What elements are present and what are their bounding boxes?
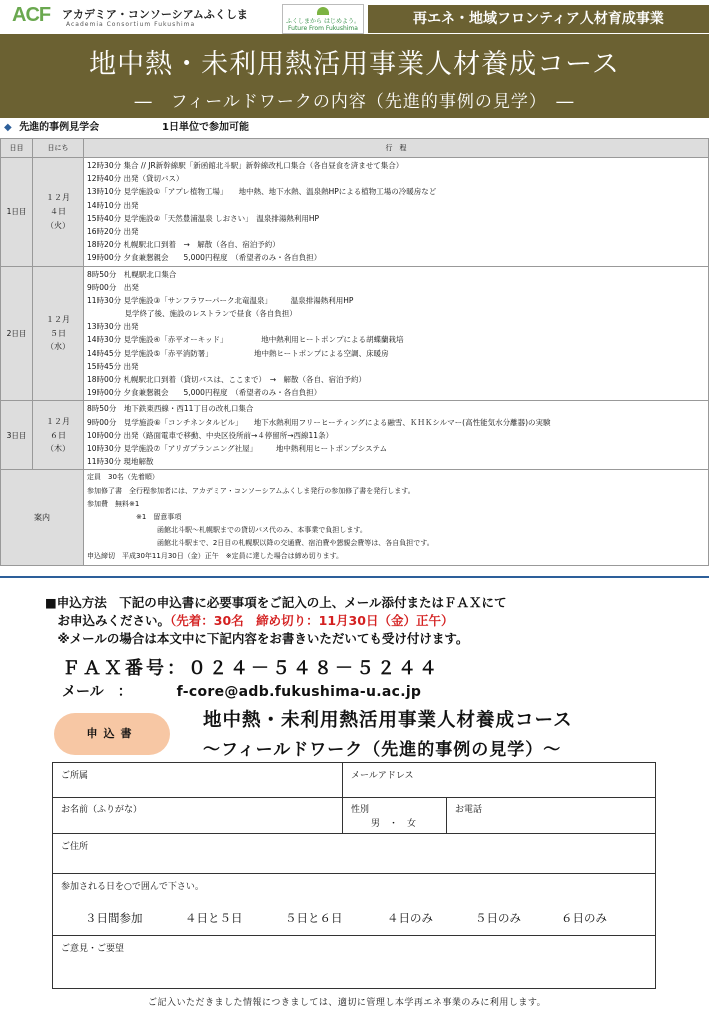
itinerary-line: 8時50分 札幌駅北口集合 <box>87 269 177 279</box>
consortium-name-en: Academia Consortium Fukushima <box>66 21 196 28</box>
itinerary-line: 18時00分 札幌駅北口到着（貸切バスは、ここまで） → 解散（各自、宿泊予約） <box>87 375 367 384</box>
field-label: ご所属 <box>61 771 89 781</box>
table-header-row <box>1 139 709 158</box>
application-badge: 申込書 <box>54 713 170 755</box>
date-month: １２月 <box>46 315 70 325</box>
day-row-1 <box>1 158 709 267</box>
day-option[interactable]: ３日間参加 <box>85 911 143 925</box>
itinerary-line: 13時10分 見学施設①「アプレ植物工場」 地中熱、地下水熱、温泉熱HPによる植物工場の冷暖房など <box>87 187 437 197</box>
itinerary-line: 見学終了後、施設のレストランで昼食（各自負担） <box>87 309 297 319</box>
section-label: 先進的事例見学会 <box>19 122 100 133</box>
logo-row <box>0 0 709 34</box>
mail-label: メール ： <box>62 684 132 700</box>
affiliation-field[interactable] <box>53 763 343 797</box>
method-line: ※メールの場合は本文中に下記内容をお書きいただいても受け付けます。 <box>45 631 469 646</box>
itinerary-line: 10時00分 出発（路面電車で移動、中央区役所前→４停留所→西線11条） <box>87 430 334 440</box>
form-row <box>53 763 655 798</box>
email-field[interactable] <box>343 763 655 797</box>
comments-field[interactable] <box>53 935 655 987</box>
date-month: １２月 <box>46 193 70 203</box>
info-line: ※1 留意事項 <box>87 512 182 521</box>
partner-slogan: ふくしまから はじめよう。 <box>286 18 360 25</box>
footer-note: ご記入いただきました情報につきましては、適切に管理し本学再エネ事業のみに利用します。 <box>148 998 547 1008</box>
phone-field[interactable] <box>447 797 655 833</box>
info-line: 参加修了書 全行程参加者には、アカデミア・コンソーシアムふくしま発行の参加修了書を発行します。 <box>87 486 415 495</box>
field-label: ご意見・ご要望 <box>61 944 125 954</box>
info-cell <box>84 470 709 565</box>
days-field <box>53 873 655 936</box>
leaf-icon <box>317 7 329 15</box>
partner-slogan-en: Future From Fukushima <box>288 25 358 32</box>
day-date <box>33 266 84 401</box>
itinerary-line: 8時50分 地下鉄東西線・西11丁目の改札口集合 <box>87 404 254 414</box>
header-itinerary: 行 程 <box>84 139 709 158</box>
itinerary-line: 15時40分 見学施設②「天然豊浦温泉 しおさい」 温泉排湯熱利用HP <box>87 213 319 223</box>
name-field[interactable] <box>53 797 343 833</box>
day-date <box>33 401 84 470</box>
day-row-3 <box>1 401 709 470</box>
header-band <box>0 34 709 118</box>
deadline-note: （先着：30名 締め切り：11月30日（金）正午） <box>170 613 454 628</box>
itinerary-line: 9時00分 出発 <box>87 282 139 292</box>
date-day: ５日 <box>50 328 66 338</box>
day-option[interactable]: ４日のみ <box>387 911 433 925</box>
form-row <box>53 797 655 834</box>
itinerary-line: 12時30分 集合 // JR新幹線駅「新函館北斗駅」新幹線改札口集合（各自昼食を済ませて集合） <box>87 161 404 170</box>
itinerary-line: 9時00分 見学施設⑥「コンチネンタルビル」 地下水熱利用フリーヒーティングによる融雪、ＫＨＫシルマー(高性能気水分離器)の実験 <box>87 417 551 427</box>
itinerary-line: 13時30分 出発 <box>87 322 139 332</box>
info-line: 定員 30名（先着順） <box>87 473 159 482</box>
day-option[interactable]: ６日のみ <box>561 911 607 925</box>
day-option[interactable]: ５日と６日 <box>285 911 343 925</box>
method-line <box>45 612 507 630</box>
page-title: 地中熱・未利用熱活用事業人材養成コース <box>89 49 620 80</box>
itinerary-line: 16時20分 出発 <box>87 226 139 236</box>
address-field[interactable] <box>53 833 655 874</box>
header-date: 日にち <box>33 139 84 158</box>
schedule-table <box>0 138 709 566</box>
gender-field[interactable] <box>343 797 447 833</box>
itinerary-cell <box>84 401 709 470</box>
acf-logo: ACF <box>12 4 51 26</box>
form-title: 地中熱・未利用熱活用事業人材養成コース <box>203 710 573 731</box>
field-label: メールアドレス <box>351 771 414 781</box>
mail-line <box>62 681 421 701</box>
itinerary-line: 11時30分 現地解散 <box>87 457 154 467</box>
day-option[interactable]: ５日のみ <box>475 911 521 925</box>
itinerary-line: 15時45分 出発 <box>87 361 139 371</box>
date-month: １２月 <box>46 416 70 426</box>
itinerary-cell <box>84 266 709 401</box>
section-heading <box>0 118 709 138</box>
program-banner: 再エネ・地域フロンティア人材育成事業 <box>368 5 709 33</box>
page-subtitle: ― フィールドワークの内容（先進的事例の見学） ― <box>134 92 575 112</box>
consortium-name: アカデミア・コンソーシアムふくしま <box>62 8 248 21</box>
day-label: 2日目 <box>1 266 33 401</box>
itinerary-line: 19時00分 夕食兼懇親会 5,000円程度 （希望者のみ・各自負担） <box>87 253 322 263</box>
fukushima-logo <box>282 4 364 34</box>
itinerary-line: 12時40分 出発（貸切バス） <box>87 174 184 184</box>
day-label: 3日目 <box>1 401 33 470</box>
form-subtitle: ～フィールドワーク（先進的事例の見学）～ <box>203 740 562 760</box>
info-line: 申込締切 平成30年11月30日（金）正午 ※定員に達した場合は締め切ります。 <box>87 552 344 561</box>
day-option[interactable]: ４日と５日 <box>185 911 243 925</box>
itinerary-cell <box>84 158 709 267</box>
info-label: 案内 <box>1 470 84 565</box>
divider <box>0 576 709 578</box>
itinerary-line: 19時00分 夕食兼懇親会 5,000円程度 （希望者のみ・各自負担） <box>87 388 322 398</box>
section-note: 1日単位で参加可能 <box>162 122 249 133</box>
itinerary-line: 14時30分 見学施設④「赤平オーキッド」 地中熱利用ヒートポンプによる胡蝶蘭栽培 <box>87 335 404 345</box>
method-text: お申込みください。 <box>45 613 171 628</box>
date-day: ４日 <box>50 206 66 216</box>
field-label: ご住所 <box>61 842 89 852</box>
itinerary-line: 14時45分 見学施設⑤「赤平消防署」 地中熱ヒートポンプによる空調、床暖房 <box>87 348 389 358</box>
fax-number: ＦＡＸ番号：０２４－５４８－５２４４ <box>62 658 440 679</box>
itinerary-line: 18時20分 札幌駅北口到着 → 解散（各自、宿泊予約） <box>87 240 280 250</box>
method-line: ■申込方法 下記の申込書に必要事項をご記入の上、メール添付またはＦＡＸにて <box>45 595 507 610</box>
days-prompt: 参加される日を○で囲んで下さい。 <box>61 882 204 892</box>
itinerary-line: 10時30分 見学施設⑦「アリガプランニング社屋」 地中熱利用ヒートポンプシステム <box>87 443 388 453</box>
info-line: 函館北斗駅～札幌駅までの貸切バス代のみ、本事業で負担します。 <box>87 526 367 535</box>
header-day: 日目 <box>1 139 33 158</box>
itinerary-line: 14時10分 出発 <box>87 200 139 210</box>
info-line: 参加費 無料※1 <box>87 499 140 508</box>
diamond-icon: ◆ <box>4 122 12 133</box>
day-date <box>33 158 84 267</box>
itinerary-line: 11時30分 見学施設③「サンフラワーパーク北竜温泉」 温泉排湯熱利用HP <box>87 295 354 305</box>
info-line: 函館北斗駅まで、2日目の札幌駅以降の交通費、宿泊費や懇親会費等は、各自負担です。 <box>87 539 434 548</box>
info-row <box>1 470 709 565</box>
date-weekday: （水） <box>46 342 70 352</box>
mail-address[interactable]: f-core@adb.fukushima-u.ac.jp <box>176 684 422 700</box>
date-weekday: （木） <box>46 444 70 454</box>
field-label: お名前（ふりがな） <box>61 805 143 815</box>
date-weekday: （火） <box>46 220 70 230</box>
field-label: 性別 <box>351 805 370 815</box>
application-method <box>45 594 507 648</box>
field-label: お電話 <box>455 805 483 815</box>
application-form <box>52 762 656 989</box>
day-label: 1日目 <box>1 158 33 267</box>
day-row-2 <box>1 266 709 401</box>
gender-options[interactable]: 男 ・ 女 <box>371 819 417 829</box>
date-day: ６日 <box>50 430 66 440</box>
